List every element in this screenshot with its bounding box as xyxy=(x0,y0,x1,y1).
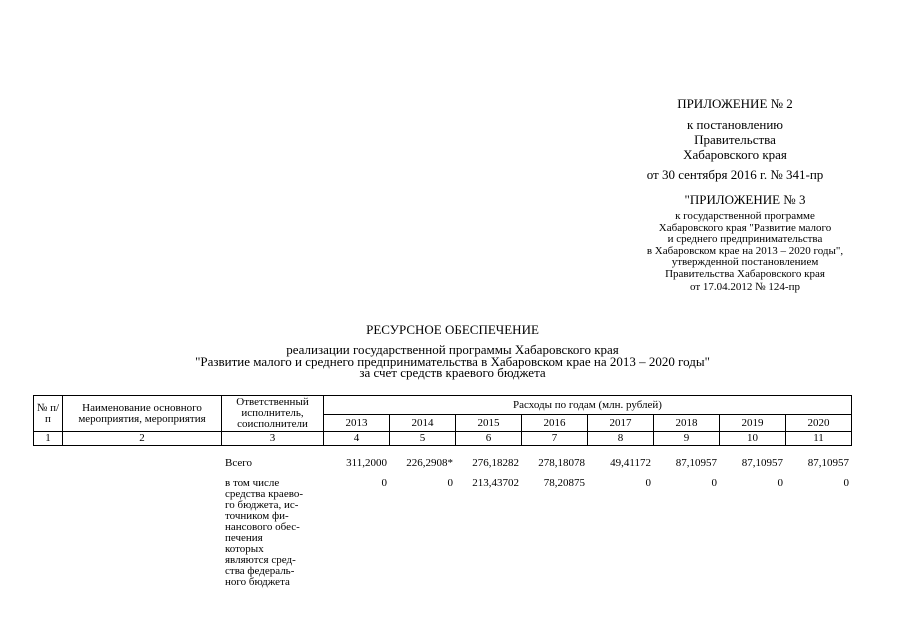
annex2-line: и среднего предпринимательства xyxy=(667,233,823,245)
annex2-line: в Хабаровском крае на 2013 – 2020 годы", xyxy=(646,244,844,257)
annex2-line: Правительства Хабаровского края xyxy=(665,267,825,280)
annex-line: Правительства xyxy=(694,132,776,147)
col-number: 11 xyxy=(786,432,852,446)
col-number: 7 xyxy=(522,432,588,446)
col-number: 10 xyxy=(720,432,786,446)
year-header: 2018 xyxy=(654,415,720,432)
col-header-activity: Наименование основного мероприятия, мероприятия xyxy=(63,396,222,432)
cell-value: 0 xyxy=(711,477,717,489)
cell-value: 0 xyxy=(447,477,453,489)
year-header: 2015 xyxy=(456,415,522,432)
col-number: 5 xyxy=(390,432,456,446)
cell-value: 276,18282 xyxy=(472,457,519,469)
year-header: 2017 xyxy=(588,415,654,432)
cell-value: 78,20875 xyxy=(543,477,585,489)
annex-title: ПРИЛОЖЕНИЕ № 2 xyxy=(677,96,793,111)
document-title: РЕСУРСНОЕ ОБЕСПЕЧЕНИЕ xyxy=(366,322,539,337)
cell-value: 213,43702 xyxy=(472,477,519,489)
annex2-line: утвержденной постановлением xyxy=(671,256,819,268)
cell-value: 87,10957 xyxy=(675,457,717,469)
year-header: 2014 xyxy=(390,415,456,432)
subtitle-line: за счет средств краевого бюджета xyxy=(359,365,546,380)
cell-value: 49,41172 xyxy=(610,457,651,469)
annex2-header xyxy=(615,192,875,294)
col-header-executor: Ответственный исполнитель, соисполнители xyxy=(222,396,324,432)
annex2-line: Хабаровского края "Развитие малого xyxy=(658,221,832,234)
table-row xyxy=(33,478,851,588)
cell-value: 87,10957 xyxy=(807,457,849,469)
cell-value: 226,2908* xyxy=(406,457,453,469)
cell-value: 0 xyxy=(381,477,387,489)
subtitle-line: реализации государственной программы Хабаровского края xyxy=(286,342,619,357)
year-header: 2020 xyxy=(786,415,852,432)
annex-line: к постановлению xyxy=(686,117,784,132)
resource-table-body xyxy=(33,458,851,588)
col-number: 8 xyxy=(588,432,654,446)
annex-line: от 30 сентября 2016 г. № 341-пр xyxy=(646,167,824,182)
col-number: 4 xyxy=(324,432,390,446)
year-header: 2019 xyxy=(720,415,786,432)
annex-header xyxy=(610,96,860,182)
cell-value: 0 xyxy=(843,477,849,489)
col-number: 6 xyxy=(456,432,522,446)
year-header: 2016 xyxy=(522,415,588,432)
col-header-number: № п/п xyxy=(34,396,63,432)
col-header-expenses: Расходы по годам (млн. рублей) xyxy=(324,396,852,415)
year-header: 2013 xyxy=(324,415,390,432)
row-label: Всего xyxy=(225,457,252,469)
annex2-line: от 17.04.2012 № 124-пр xyxy=(690,281,800,293)
annex2-line: к государственной программе xyxy=(675,210,815,222)
annex2-title: "ПРИЛОЖЕНИЕ № 3 xyxy=(684,192,806,207)
col-number: 2 xyxy=(63,432,222,446)
subtitle-line: "Развитие малого и среднего предпринимательства в Хабаровском крае на 2013 – 2020 годы" xyxy=(195,353,710,369)
col-number: 1 xyxy=(34,432,63,446)
document-subtitle xyxy=(0,344,905,379)
resource-table-header xyxy=(33,395,852,446)
cell-value: 87,10957 xyxy=(741,457,783,469)
table-row xyxy=(33,458,851,478)
col-number: 3 xyxy=(222,432,324,446)
cell-value: 311,2000 xyxy=(346,457,387,469)
row-label: в том числе средства краево-го бюджета, ис-точником фи-нансового обес-печения которых являются сред-ства федераль-ного бюджета xyxy=(225,477,303,588)
cell-value: 0 xyxy=(645,477,651,489)
cell-value: 278,18078 xyxy=(538,457,585,469)
col-number: 9 xyxy=(654,432,720,446)
cell-value: 0 xyxy=(777,477,783,489)
annex-line: Хабаровского края xyxy=(683,147,787,162)
